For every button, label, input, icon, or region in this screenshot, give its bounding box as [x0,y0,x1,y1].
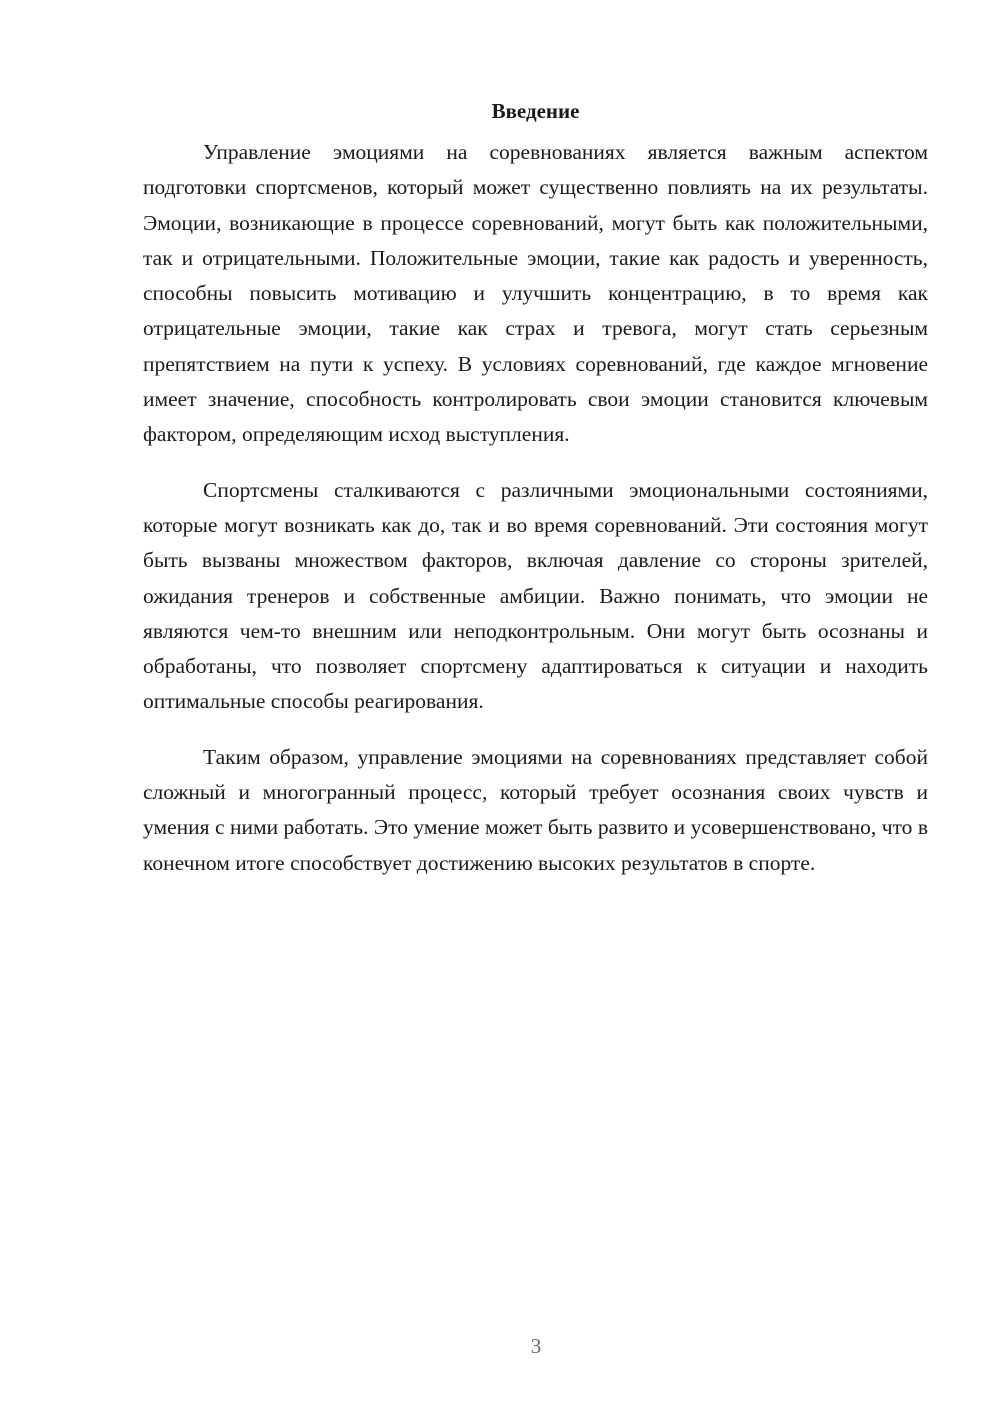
section-title: Введение [491,99,580,123]
page-number: 3 [530,1334,542,1358]
page-content [143,96,928,901]
paragraph-1: Управление эмоциями на соревнованиях является важным аспектом подготовки спортсменов, который может существенно повлиять на их результаты. Эмоции, возникающие в процессе соревнований, могут быть как положительными, так и отрицательными. Положительные эмоции, такие как радость и уверенность, способны повысить мотивацию и улучшить концентрацию, в то время как отрицательные эмоции, такие как страх и тревога, могут стать серьезным препятствием на пути к успеху. В условиях соревнований, где каждое мгновение имеет значение, способность контролировать свои эмоции становится ключевым фактором, определяющим исход выступления. [143,140,928,447]
paragraph-3: Таким образом, управление эмоциями на соревнованиях представляет собой сложный и многогранный процесс, который требует осознания своих чувств и умения с ними работать. Это умение может быть развито и усовершенствовано, что в конечном итоге способствует достижению высоких результатов в спорте. [143,744,928,875]
paragraph-2: Спортсмены сталкиваются с различными эмоциональными состояниями, которые могут возникать как до, так и во время соревнований. Эти состояния могут быть вызваны множеством факторов, включая давление со стороны зрителей, ожидания тренеров и собственные амбиции. Важно понимать, что эмоции не являются чем-то внешним или неподконтрольным. Они могут быть осознаны и обработаны, что позволяет спортсмену адаптироваться к ситуации и находить оптимальные способы реагирования. [143,477,928,714]
